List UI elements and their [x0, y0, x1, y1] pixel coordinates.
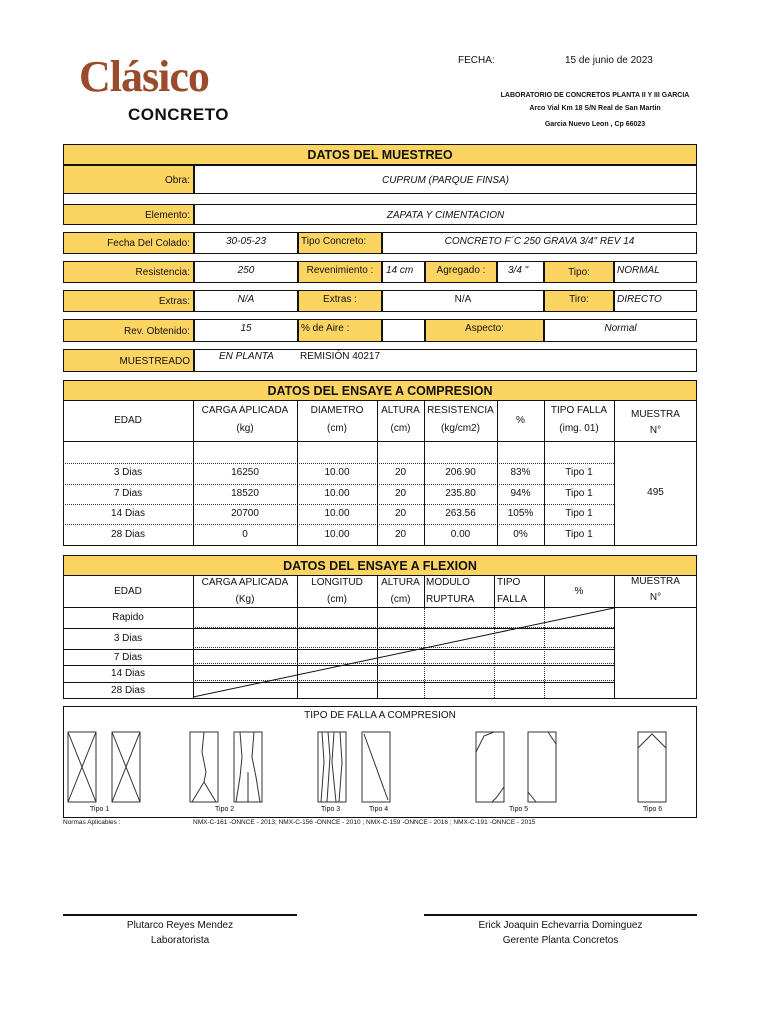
falla-title: TIPO DE FALLA A COMPRESION [304, 710, 456, 721]
signature-left-name: Plutarco Reyes Mendez [126, 920, 234, 931]
comp-muestra-number: 495 [647, 487, 664, 498]
comp-edad: 7 Dias [113, 488, 143, 499]
flex-header-muestra-no: N° [649, 592, 662, 603]
comp-pct: 83% [510, 467, 531, 478]
comp-header-muestra: MUESTRA [631, 409, 680, 420]
comp-edad: 3 Dias [113, 467, 143, 478]
fecha-colado-value: 30-05-23 [194, 232, 298, 254]
comp-carga: 16250 [231, 467, 259, 478]
lab-address-2: Garcia Nuevo Leon , Cp 66023 [544, 121, 646, 128]
flex-header-altura: ALTURA [381, 577, 420, 588]
flex-header-tipo: TIPO [497, 577, 521, 588]
tiro-value: DIRECTO [614, 290, 697, 312]
comp-pct: 94% [510, 488, 531, 499]
comp-diametro: 10.00 [324, 529, 350, 540]
elemento-value: ZAPATA Y CIMENTACION [194, 204, 697, 225]
tipo-value: NORMAL [614, 261, 697, 283]
comp-header-muestra-no: N° [649, 425, 662, 436]
company-logo: Clásico [79, 52, 209, 101]
comp-carga: 18520 [231, 488, 259, 499]
tipo-label: Tipo: [544, 261, 614, 283]
comp-resistencia: 235.80 [445, 488, 476, 499]
flex-header-altura-unit: (cm) [390, 594, 411, 605]
resistencia-value: 250 [194, 261, 298, 283]
comp-falla: Tipo 1 [565, 488, 593, 499]
extras2-label: Extras : [298, 290, 382, 312]
normas-value: NMX-C-161 -ONNCE - 2013; NMX-C-156 -ONNCE - 2010 ; NMX-C-159 -ONNCE - 2016 ; NMX-C-191 -ONNCE - 2015 [193, 819, 536, 826]
flex-header-modulo-ruptura: RUPTURA [426, 594, 475, 605]
flexion-title: DATOS DEL ENSAYE A FLEXION [63, 555, 697, 576]
muestreado-box [194, 349, 697, 372]
flexion-cancel-line [193, 607, 614, 698]
comp-header-carga: CARGA APLICADA [201, 405, 289, 416]
comp-pct: 105% [507, 508, 534, 519]
flex-row-edad: 3 Dias [113, 633, 143, 644]
muestreado-label: MUESTREADO [63, 349, 194, 372]
tiro-label: Tiro: [544, 290, 614, 312]
remision: REMISIÓN 40217 [300, 351, 381, 362]
revenimiento-label: Revenimiento : [298, 261, 382, 283]
flex-header-pct: % [574, 586, 584, 597]
rev-obtenido-value: 15 [194, 319, 298, 342]
resistencia-label: Resistencia: [63, 261, 194, 283]
spacer [63, 194, 697, 204]
fecha-value: 15 de junio de 2023 [565, 55, 653, 66]
revenimiento-value: 14 cm [382, 261, 425, 283]
comp-header-resistencia: RESISTENCIA [427, 405, 494, 416]
lab-name: LABORATORIO DE CONCRETOS PLANTA II Y III GARCIA [500, 92, 690, 99]
flex-header-carga: CARGA APLICADA [201, 577, 289, 588]
flex-row-edad: 7 Dias [113, 652, 143, 663]
comp-header-falla-img: (img. 01) [559, 423, 599, 434]
comp-resistencia: 0.00 [450, 529, 471, 540]
aspecto-value: Normal [544, 319, 697, 342]
signature-right-role: Gerente Planta Concretos [502, 935, 619, 946]
falla-tipo-6: Tipo 6 [643, 806, 663, 813]
agregado-label: Agregado : [425, 261, 497, 283]
flex-header-muestra: MUESTRA [631, 576, 680, 587]
comp-header-diametro-unit: (cm) [327, 423, 347, 434]
muestreado-value: EN PLANTA [219, 351, 274, 362]
falla-diagrams [64, 722, 696, 817]
elemento-label: Elemento: [63, 204, 194, 225]
flex-row-edad: 14 Dias [111, 668, 145, 679]
comp-header-altura: ALTURA [381, 405, 420, 416]
comp-pct: 0% [513, 529, 528, 540]
flex-header-longitud: LONGITUD [311, 577, 363, 588]
comp-edad: 14 Dias [111, 508, 145, 519]
obra-value: CUPRUM (PARQUE FINSA) [194, 165, 697, 194]
extras-label: Extras: [63, 290, 194, 312]
comp-header-pct: % [516, 415, 525, 426]
extras2-value: N/A [382, 290, 544, 312]
comp-resistencia: 206.90 [445, 467, 476, 478]
extras-value: N/A [194, 290, 298, 312]
signature-line-right [424, 914, 697, 916]
flex-row-edad: 28 Dias [111, 685, 145, 696]
comp-resistencia: 263.56 [445, 508, 476, 519]
obra-label: Obra: [63, 165, 194, 194]
agregado-value: 3/4 " [497, 261, 544, 283]
flex-row-edad: Rapido [112, 612, 144, 623]
signature-left-role: Laboratorista [150, 935, 210, 946]
comp-diametro: 10.00 [324, 467, 350, 478]
comp-header-falla: TIPO FALLA [550, 405, 608, 416]
aspecto-label: Aspecto: [425, 319, 544, 342]
comp-altura: 20 [394, 488, 407, 499]
comp-altura: 20 [394, 508, 407, 519]
falla-tipo-4: Tipo 4 [369, 806, 389, 813]
comp-carga: 20700 [231, 508, 259, 519]
comp-falla: Tipo 1 [565, 467, 593, 478]
fecha-label: FECHA: [458, 55, 495, 66]
comp-diametro: 10.00 [324, 488, 350, 499]
comp-altura: 20 [394, 467, 407, 478]
signature-right-name: Erick Joaquin Echevarria Dominguez [478, 920, 643, 931]
aire-value [382, 319, 425, 342]
flex-header-carga-unit: (Kg) [235, 594, 255, 605]
comp-header-diametro: DIAMETRO [310, 405, 364, 416]
comp-carga: 0 [242, 529, 248, 540]
signature-line-left [63, 914, 297, 916]
comp-falla: Tipo 1 [565, 529, 593, 540]
falla-tipo-1: Tipo 1 [90, 806, 110, 813]
comp-diametro: 10.00 [324, 508, 350, 519]
normas-label: Normas Aplicables : [63, 819, 121, 826]
falla-tipo-3: Tipo 3 [321, 806, 341, 813]
tipo-concreto-label: Tipo Concreto: [298, 232, 382, 254]
fecha-colado-label: Fecha Del Colado: [63, 232, 194, 254]
comp-header-altura-unit: (cm) [390, 423, 411, 434]
muestreo-title: DATOS DEL MUESTREO [63, 144, 697, 165]
comp-header-edad: EDAD [114, 415, 142, 426]
compresion-title: DATOS DEL ENSAYE A COMPRESION [63, 380, 697, 401]
lab-address-1: Arco Vial Km 18 S/N Real de San Martin [529, 105, 661, 112]
flex-header-falla: FALLA [497, 594, 528, 605]
company-logo-subtitle: CONCRETO [128, 105, 229, 124]
comp-falla: Tipo 1 [565, 508, 593, 519]
comp-header-resistencia-unit: (kg/cm2) [441, 423, 480, 434]
flex-header-longitud-unit: (cm) [327, 594, 347, 605]
falla-tipo-2: Tipo 2 [215, 806, 235, 813]
aire-label: % de Aire : [298, 319, 382, 342]
comp-header-carga-unit: (kg) [236, 423, 254, 434]
flex-header-modulo: MODULO [426, 577, 470, 588]
comp-altura: 20 [394, 529, 407, 540]
rev-obtenido-label: Rev. Obtenido: [63, 319, 194, 342]
comp-edad: 28 Dias [111, 529, 145, 540]
tipo-concreto-value: CONCRETO F´C 250 GRAVA 3/4" REV 14 [382, 232, 697, 254]
flex-header-edad: EDAD [114, 586, 142, 597]
falla-tipo-5: Tipo 5 [509, 806, 529, 813]
